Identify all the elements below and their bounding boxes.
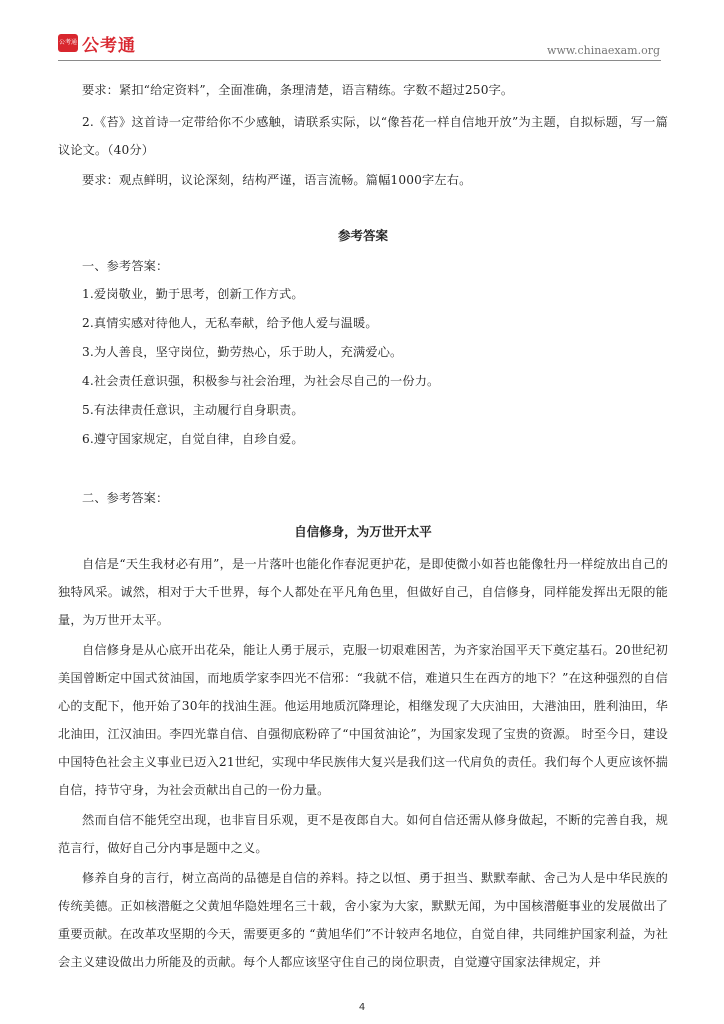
list-item: 4.社会责任意识强，积极参与社会治理，为社会尽自己的一份力。 [82,374,440,388]
document-body [58,76,668,976]
logo-text: 公考通 [82,36,136,56]
list-item: 2.真情实感对待他人，无私奉献，给予他人爱与温暖。 [82,316,378,330]
list-item: 6.遵守国家规定，自觉自律，自珍自爱。 [82,432,304,446]
list-item: 1.爱岗敬业，勤于思考，创新工作方式。 [82,287,304,301]
list-item: 3.为人善良，坚守岗位，勤劳热心，乐于助人，充满爱心。 [82,345,403,359]
essay-title: 自信修身，为万世开太平 [294,524,432,539]
requirement-2: 要求：观点鲜明，议论深刻，结构严谨，语言流畅。篇幅1000字左右。 [82,173,472,187]
requirement-1: 要求：紧扣“给定资料”，全面准确，条理清楚，语言精练。字数不超过250字。 [82,83,514,97]
essay-paragraph: 修养自身的言行，树立高尚的品德是自信的养料。持之以恒、勇于担当、默默奉献、舍己为人是中华民族的传统美德。正如核潜艇之父黄旭华隐姓埋名三十载，舍小家为大家，默默无闻，为中国核潜艇事业的发展做出了重要贡献。在改革攻坚期的今天，需要更多的 “黄旭华们”不计较声名地位，自觉自律，共同维护国家利益，为社会主义建设做出力所能及的贡献。每个人都应该坚守住自己的岗位职责，自觉遵守国家法律规定，并 [58,871,668,969]
logo-icon: 公考通 [58,34,78,52]
essay-paragraph: 自信是“天生我材必有用”，是一片落叶也能化作春泥更护花，是即使微小如苔也能像牡丹一样绽放出自己的独特风采。诚然，相对于大千世界，每个人都处在平凡角色里，但做好自己，自信修身，同样能发挥出无限的能量，为万世开太平。 [58,557,668,627]
question-2: 2.《苔》这首诗一定带给你不少感触，请联系实际，以“像苔花一样自信地开放”为主题，自拟标题，写一篇议论文。（40分） [58,115,668,157]
list-item: 5.有法律责任意识，主动履行自身职责。 [82,403,304,417]
site-url[interactable]: www.chinaexam.org [547,44,660,57]
page-number: 4 [358,1002,366,1013]
part2-label: 二、参考答案： [82,491,169,505]
part1-answer-list [58,280,668,454]
essay-paragraph: 然而自信不能凭空出现，也非盲目乐观，更不是夜郎自大。如何自信还需从修身做起，不断的完善自我，规范言行，做好自己分内事是题中之义。 [58,813,668,855]
header-divider [58,60,661,61]
essay-paragraph: 自信修身是从心底开出花朵，能让人勇于展示，克服一切艰难困苦，为齐家治国平天下奠定基石。20世纪初美国曾断定中国式贫油国，而地质学家李四光不信邪：“我就不信，难道只生在西方的地下？”在这种强烈的自信心的支配下，他开始了30年的找油生涯。他运用地质沉降理论，相继发现了大庆油田，大港油田，胜利油田，华北油田，江汉油田。李四光靠自信、自强彻底粉碎了“中国贫油论”，为国家发现了宝贵的资源。 时至今日，建设中国特色社会主义事业已迈入21世纪，实现中华民族伟大复兴是我们这一代肩负的责任。我们每个人更应该怀揣自信，持节守身，为社会贡献出自己的一份力量。 [58,643,668,797]
part1-label: 一、参考答案： [82,259,169,273]
page-header [0,0,724,70]
answers-title: 参考答案 [337,228,388,243]
